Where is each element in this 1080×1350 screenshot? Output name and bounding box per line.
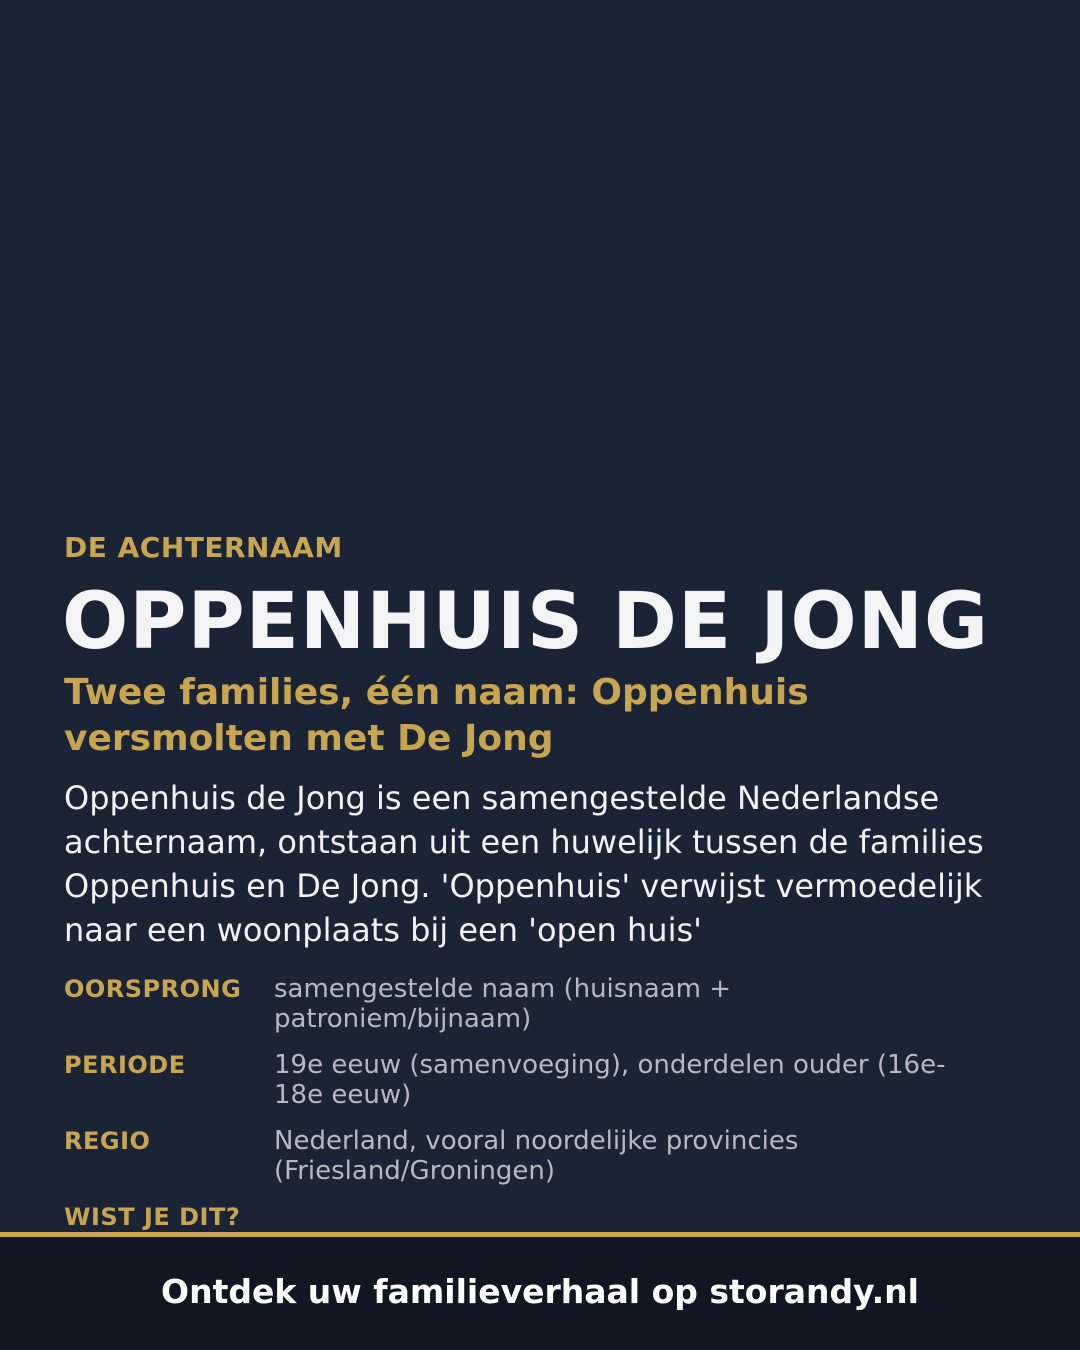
- fact-label: OORSPRONG: [64, 975, 242, 1003]
- fact-label: WIST JE DIT?: [64, 1203, 241, 1231]
- eyebrow-label: DE ACHTERNAAM: [64, 531, 343, 564]
- fact-row-region: [64, 1126, 1024, 1186]
- fact-label: REGIO: [64, 1127, 151, 1155]
- fact-value: 19e eeuw (samenvoeging), onderdelen ouder (16e-18e eeuw): [274, 1050, 946, 1110]
- intro-text: Oppenhuis de Jong is een samengestelde Nederlandse achternaam, ontstaan uit een huwelijk tussen de families Oppenhuis en De Jong. 'Oppenhuis' verwijst vermoedelijk naar een woonplaats bij een 'open huis': [64, 779, 984, 949]
- surname-title: OPPENHUIS DE JONG: [62, 577, 989, 667]
- fact-value: Nederland, vooral noordelijke provincies (Friesland/Groningen): [274, 1126, 799, 1186]
- surname-subtitle: Twee families, één naam: Oppenhuis versmolten met De Jong: [64, 672, 809, 759]
- content-block: [64, 530, 1024, 1248]
- fact-label: PERIODE: [64, 1051, 186, 1079]
- fact-value: [274, 1202, 974, 1232]
- fact-row-period: [64, 1050, 1024, 1110]
- fact-row-did-you-know: [64, 1202, 1024, 1232]
- fact-value: samengestelde naam (huisnaam + patroniem/bijnaam): [274, 974, 732, 1034]
- facts-list: [64, 974, 1024, 1232]
- footer-bar: [0, 1237, 1080, 1350]
- fact-row-origin: [64, 974, 1024, 1034]
- footer-cta-text: Ontdek uw familieverhaal op storandy.nl: [161, 1271, 919, 1311]
